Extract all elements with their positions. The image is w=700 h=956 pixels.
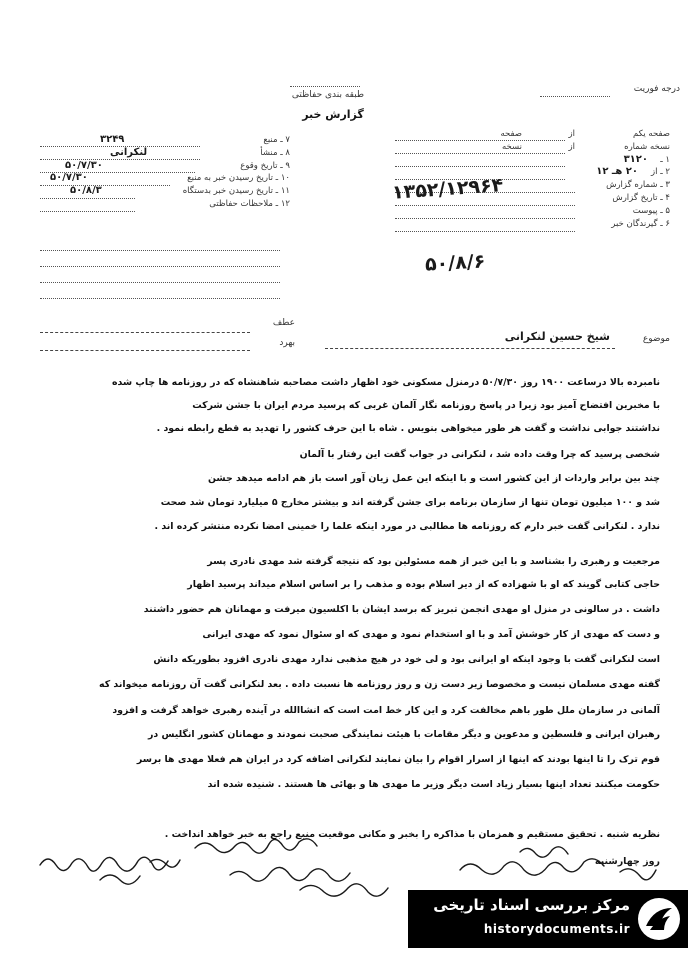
registration-number: ۱۳۵۲/۱۲۹۶۴ <box>391 174 504 204</box>
body-line: چند بین برابر واردات از این کشور است و با اینکه این عمل زیان آور است باز هم ادامه میدهد جشن <box>207 473 660 484</box>
field-mid: از <box>568 129 575 139</box>
body-line: گفته مهدی مسلمان نیست و مخصوصا زیر دست زن و روز روزنامه ها نسبت داده . بعد لنکرانی گفت آن روزنامه میخواند که <box>99 679 660 690</box>
field-label: ۴ ـ تاریخ گزارش <box>612 192 670 203</box>
body-line: شد و ۱۰۰ میلیون تومان تنها از سازمان برنامه برای جشن گرفته اند و بیشتر مخارج ۵ میلیارد تومان شد صحت <box>160 497 660 508</box>
field-mid: از <box>568 141 575 152</box>
body-line: رهبران ایرانی و فلسطین و مدعوین و دیگر مقامات با هیئت نمایندگی صحبت نمودند و مهمانان کشور انگلیس در <box>148 729 660 740</box>
footer-day: روز چهارشنبه <box>594 856 660 867</box>
field-label: ۳ ـ شماره گزارش <box>606 180 670 191</box>
archive-emblem-icon <box>636 896 682 942</box>
subject-value: شیخ حسین لنکرانی <box>504 330 610 343</box>
field-label: ۱۰ ـ تاریخ رسیدن خبر به منبع <box>187 173 290 184</box>
field-label: ۷ ـ منبع <box>263 135 290 145</box>
scribble-stroke <box>100 875 140 884</box>
field-value: لنکرانی <box>110 146 148 158</box>
report-title: گزارش خبر <box>302 108 364 121</box>
field-label: ۱۱ ـ تاریخ رسیدن خبر بدستگاه <box>182 186 290 197</box>
field-label: ۶ ـ گیرندگان خبر <box>611 218 670 229</box>
behrad-label: بهرد <box>279 338 295 348</box>
body-line: داشت . در سالونی در منزل او مهدی انجمن تبریز که برسد ایشان با اکلسیون میرفت و مهمانان هم حضور داشتند <box>143 604 660 615</box>
logo-title: مرکز بررسی اسناد تاریخی <box>433 896 630 914</box>
body-line: نداشتند جوابی نداشت و گفت هر طور میخواهی بنویس . شاه با این حرف کشور را تهدید به قطع رابطه نمود . <box>156 423 660 434</box>
field-end: نسخه <box>502 141 522 152</box>
logo-url: historydocuments.ir <box>483 922 630 936</box>
scribble-stroke <box>195 839 317 853</box>
scribble-stroke <box>460 859 604 875</box>
scribble-stroke <box>40 857 168 871</box>
body-line: حاجی کتابی گویند که او با شهزاده که از دیر اسلام بوده و مذهب را بر اساس اسلام میداند پرسید اظهار <box>187 579 660 590</box>
field-value: ۳۱۲۰ <box>623 153 648 165</box>
body-line: حکومت میکنند تعداد اینها بسیار زیاد است دیگر وزیر ما مهدی ها و بهائی ها هستند . شنیده شده اند <box>207 779 660 790</box>
field-value: ۵۰/۸/۳ <box>70 185 102 197</box>
scribble-stroke <box>520 847 568 857</box>
body-line: نامبرده بالا درساعت ۱۹۰۰ روز ۵۰/۷/۳۰ درمنزل مسکونی خود اظهار داشت مصاحبه شاهنشاه که در روزنامه ها چاپ شده <box>111 377 660 388</box>
body-line: مرجعیت و رهبری را بشناسد و با این خبر از همه مسئولین بود که نتیجه گرفته شد مهدی نادری پسر <box>207 556 660 567</box>
body-line: با مخبرین افتضاح آمیز بود زیرا در پاسخ روزنامه نگار آلمان غربی که پرسید مردم ایران با جشن شرکت <box>192 400 660 411</box>
field-label: ۱ ـ <box>660 154 670 165</box>
body-line: نظریه شنبه . تحقیق مستقیم و همزمان با مذاکره را بخبر و مکانی موقعیت منبع راجع به خبر خواهد انداخت . <box>164 829 660 840</box>
field-label: ۵ ـ پیوست <box>632 205 670 216</box>
field-value: ۳۲۴۹ <box>100 134 125 145</box>
body-line: آلمانی در سازمان ملل طور باهم مخالفت کرد و این کار خط امت است که انشاالله در آینده رهبری خواهد گرفت و افزود <box>112 705 660 716</box>
field-label: نسخه شماره <box>624 141 670 152</box>
body-line: قوم ترک را تا اینها بودند که اینها از اسرار اقوام را بیان نمایند لنکرانی اضافه کرد در ایران هم فعلا مهدی ها برسر <box>136 754 660 765</box>
body-line: ندارد . لنکرانی گفت خبر دارم که روزنامه ها مطالبی در مورد اینکه علما را خمینی امضا نکرده منتشر کرده اند . <box>154 521 660 532</box>
field-value: ۵۰/۷/۳۰ <box>50 172 88 184</box>
body-line: شخصی پرسید که چرا وقت داده شد ، لنکرانی در جواب گفت این رفتار با آلمان <box>299 449 660 460</box>
scribble-stroke <box>230 867 350 881</box>
atf-label: عطف <box>272 318 295 328</box>
archive-logo <box>408 890 688 948</box>
registration-date: ۵۰/۸/۶ <box>424 250 486 276</box>
field-label: ۹ ـ تاریخ وقوع <box>240 160 290 171</box>
field-value: ۲۰ هـ ۱۲ <box>596 166 638 178</box>
field-label: صفحه یکم <box>633 129 670 139</box>
field-value: ۵۰/۷/۳۰ <box>65 159 103 171</box>
grade-label: درجه فوریت <box>633 84 680 94</box>
body-line: است لنکرانی گفت با وجود اینکه او ایرانی بود و لی خود در هیچ مذهبی ندارد مهدی نادری افزود بطوریکه دانش <box>153 654 660 665</box>
field-end: صفحه <box>500 129 522 139</box>
subject-label: موضوع <box>642 334 670 344</box>
scribble-stroke <box>620 869 656 880</box>
body-line: و دست که مهدی از کار خوشش آمد و با او استخدام نمود و مهدی که او سئوال نمود که مهدی ایرانی <box>202 629 660 640</box>
scribble-stroke <box>300 884 388 896</box>
field-label: ۸ ـ منشأ <box>260 147 290 158</box>
field-label: ۱۲ ـ ملاحظات حفاظتی <box>209 198 290 209</box>
class-label: طبقه بندی حفاظتی <box>291 90 365 100</box>
field-label: ۲ ـ از <box>651 167 670 178</box>
